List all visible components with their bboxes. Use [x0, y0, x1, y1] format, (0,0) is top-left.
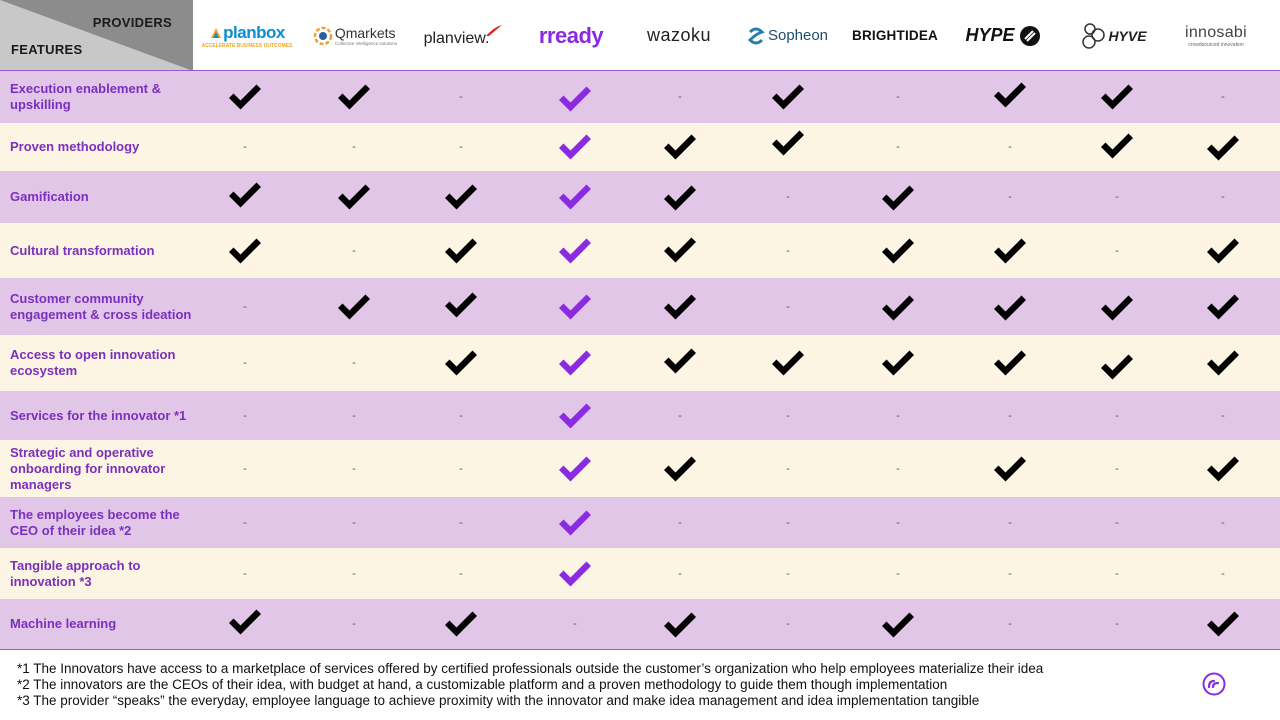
cell-wazoku	[626, 123, 734, 171]
planview-swoosh-icon	[486, 25, 502, 37]
checkmark-icon	[1205, 291, 1241, 323]
cell-hype	[956, 278, 1064, 335]
cell-brightidea	[844, 223, 952, 278]
cell-rready	[521, 548, 629, 599]
checkmark-icon	[227, 606, 263, 638]
checkmark-icon	[336, 181, 372, 213]
dash-mark: -	[786, 618, 790, 630]
dash-mark: -	[1008, 191, 1012, 203]
dash-mark: -	[243, 462, 247, 475]
cell-brightidea	[844, 335, 952, 391]
cell-sopheon	[734, 71, 842, 123]
checkmark-icon	[770, 81, 806, 113]
cell-qmarkets	[300, 391, 408, 440]
logo-innosabi	[1170, 0, 1262, 71]
dash-mark: -	[243, 516, 247, 529]
cell-brightidea	[844, 440, 952, 497]
cell-hyve	[1063, 548, 1171, 599]
cell-hyve	[1063, 391, 1171, 440]
cell-hyve	[1063, 171, 1171, 223]
checkmark-purple-icon	[557, 453, 593, 485]
logo-sopheon	[733, 0, 841, 71]
dash-mark: -	[1115, 244, 1119, 257]
feature-label: Proven methodology	[10, 139, 140, 154]
dash-mark: -	[678, 91, 682, 103]
innosabi-name: innosabi	[1184, 23, 1247, 41]
feature-label: Services for the innovator *1	[10, 407, 187, 423]
cell-qmarkets	[300, 171, 408, 223]
logo-planbox	[193, 0, 301, 71]
checkmark-icon	[662, 131, 698, 163]
cell-rready	[521, 599, 629, 649]
cell-sopheon	[734, 278, 842, 335]
feature-label: Access to open innovation ecosystem	[10, 347, 176, 378]
dash-mark: -	[1115, 516, 1119, 529]
dash-mark: -	[1221, 567, 1225, 580]
checkmark-icon	[662, 609, 698, 641]
cell-planbox	[191, 497, 299, 548]
cell-brightidea	[844, 497, 952, 548]
dash-mark: -	[896, 141, 900, 153]
table-row	[0, 391, 1280, 440]
table-row	[0, 335, 1280, 391]
dash-mark: -	[896, 91, 900, 103]
qmarkets-icon	[313, 26, 333, 46]
cell-innosabi	[1169, 548, 1277, 599]
cell-rready	[521, 223, 629, 278]
dash-mark: -	[573, 618, 577, 630]
checkmark-purple-icon	[557, 291, 593, 323]
checkmark-icon	[992, 347, 1028, 379]
cell-hyve	[1063, 497, 1171, 548]
hyve-name: HYVE	[1108, 27, 1147, 44]
checkmark-purple-icon	[557, 558, 593, 590]
cell-innosabi	[1169, 171, 1277, 223]
cell-brightidea	[844, 599, 952, 649]
cell-hype	[956, 71, 1064, 123]
cell-planview	[407, 278, 515, 335]
logo-brightidea	[841, 0, 949, 71]
checkmark-icon	[227, 235, 263, 267]
logo-planview	[409, 0, 517, 71]
checkmark-icon	[1099, 81, 1135, 113]
cell-brightidea	[844, 171, 952, 223]
cell-hype	[956, 171, 1064, 223]
logo-wazoku	[625, 0, 733, 71]
checkmark-icon	[992, 453, 1028, 485]
table-row	[0, 171, 1280, 223]
rready-name: rready	[538, 22, 604, 48]
cell-hyve	[1063, 71, 1171, 123]
cell-sopheon	[734, 335, 842, 391]
table-row	[0, 223, 1280, 278]
cell-hyve	[1063, 223, 1171, 278]
cell-sopheon	[734, 440, 842, 497]
cell-wazoku	[626, 171, 734, 223]
feature-label: Tangible approach to innovation *3	[10, 557, 141, 589]
innosabi-tagline: crowdsourced innovation	[1188, 41, 1244, 48]
cell-wazoku	[626, 391, 734, 440]
cell-brightidea	[844, 548, 952, 599]
cell-hype	[956, 599, 1064, 649]
table-row	[0, 123, 1280, 171]
qmarkets-tagline: Collective intelligence solutions	[334, 41, 398, 46]
cell-sopheon	[734, 171, 842, 223]
cell-qmarkets	[300, 278, 408, 335]
checkmark-purple-icon	[557, 507, 593, 539]
dash-mark: -	[243, 409, 247, 422]
footnote-1: *1 The Innovators have access to a marketplace of services offered by certified professionals outside the customer’s organization who help employees materialize their idea	[17, 661, 1044, 676]
cell-rready	[521, 123, 629, 171]
cell-innosabi	[1169, 335, 1277, 391]
checkmark-icon	[1205, 132, 1241, 164]
cell-planbox	[191, 599, 299, 649]
dash-mark: -	[352, 244, 356, 257]
cell-innosabi	[1169, 71, 1277, 123]
dash-mark: -	[459, 409, 463, 422]
wazoku-name: wazoku	[646, 25, 712, 45]
cell-rready	[521, 71, 629, 123]
feature-label: Execution enablement & upskilling	[10, 81, 161, 112]
rready-badge-icon	[1202, 672, 1226, 696]
cell-planbox	[191, 71, 299, 123]
table-row	[0, 278, 1280, 335]
hype-name: HYPE	[965, 25, 1015, 45]
dash-mark: -	[243, 357, 247, 369]
corner-diagonal	[0, 0, 193, 71]
cell-planview	[407, 548, 515, 599]
feature-label: Machine learning	[10, 616, 117, 631]
checkmark-icon	[443, 289, 479, 321]
cell-planbox	[191, 440, 299, 497]
checkmark-icon	[992, 292, 1028, 324]
sopheon-name: Sopheon	[767, 27, 829, 44]
cell-wazoku	[626, 223, 734, 278]
logo-qmarkets	[301, 0, 409, 71]
cell-planbox	[191, 335, 299, 391]
feature-label: Customer community engagement & cross ideation	[10, 290, 192, 322]
cell-wazoku	[626, 278, 734, 335]
cell-sopheon	[734, 497, 842, 548]
dash-mark: -	[352, 357, 356, 369]
cell-wazoku	[626, 497, 734, 548]
cell-qmarkets	[300, 440, 408, 497]
cell-rready	[521, 391, 629, 440]
cell-sopheon	[734, 599, 842, 649]
table-row	[0, 599, 1280, 649]
dash-mark: -	[1115, 462, 1119, 475]
cell-planview	[407, 599, 515, 649]
cell-hyve	[1063, 278, 1171, 335]
hype-icon	[1019, 25, 1041, 47]
checkmark-icon	[770, 347, 806, 379]
dash-mark: -	[352, 462, 356, 475]
checkmark-icon	[770, 127, 806, 159]
features-label: FEATURES	[11, 42, 83, 57]
dash-mark: -	[243, 300, 247, 313]
cell-hype	[956, 497, 1064, 548]
cell-rready	[521, 171, 629, 223]
checkmark-icon	[662, 453, 698, 485]
checkmark-icon	[1099, 351, 1135, 383]
planbox-tagline: ACCELERATE BUSINESS OUTCOMES	[201, 42, 293, 49]
checkmark-icon	[1099, 130, 1135, 162]
dash-mark: -	[1008, 409, 1012, 422]
cell-planview	[407, 123, 515, 171]
cell-hyve	[1063, 335, 1171, 391]
table-row	[0, 71, 1280, 123]
providers-label: PROVIDERS	[92, 15, 172, 30]
checkmark-icon	[992, 79, 1028, 111]
cell-innosabi	[1169, 599, 1277, 649]
checkmark-icon	[992, 235, 1028, 267]
cell-sopheon	[734, 123, 842, 171]
cell-innosabi	[1169, 123, 1277, 171]
dash-mark: -	[896, 462, 900, 475]
cell-planbox	[191, 548, 299, 599]
cell-qmarkets	[300, 223, 408, 278]
cell-planview	[407, 391, 515, 440]
dash-mark: -	[896, 516, 900, 529]
cell-planview	[407, 171, 515, 223]
qmarkets-name: Qmarkets	[334, 25, 396, 41]
cell-brightidea	[844, 71, 952, 123]
logo-hype	[949, 0, 1057, 71]
checkmark-icon	[880, 609, 916, 641]
cell-qmarkets	[300, 335, 408, 391]
cell-planbox	[191, 278, 299, 335]
dash-mark: -	[459, 141, 463, 153]
dash-mark: -	[1008, 567, 1012, 580]
table-row	[0, 548, 1280, 599]
footer-divider	[0, 649, 1280, 650]
dash-mark: -	[1221, 409, 1225, 422]
cell-hype	[956, 223, 1064, 278]
dash-mark: -	[459, 462, 463, 475]
cell-rready	[521, 440, 629, 497]
cell-rready	[521, 497, 629, 548]
cell-rready	[521, 278, 629, 335]
cell-brightidea	[844, 391, 952, 440]
cell-hyve	[1063, 599, 1171, 649]
dash-mark: -	[896, 567, 900, 580]
cell-wazoku	[626, 71, 734, 123]
checkmark-icon	[336, 81, 372, 113]
checkmark-icon	[227, 81, 263, 113]
feature-label: Strategic and operative onboarding for innovator managers	[10, 444, 166, 492]
dash-mark: -	[786, 244, 790, 257]
dash-mark: -	[1221, 516, 1225, 529]
cell-qmarkets	[300, 497, 408, 548]
dash-mark: -	[243, 141, 247, 153]
cell-qmarkets	[300, 548, 408, 599]
dash-mark: -	[459, 516, 463, 529]
checkmark-purple-icon	[557, 131, 593, 163]
dash-mark: -	[678, 516, 682, 529]
cell-innosabi	[1169, 391, 1277, 440]
planbox-icon	[209, 26, 223, 40]
dash-mark: -	[352, 567, 356, 580]
cell-hyve	[1063, 123, 1171, 171]
checkmark-icon	[662, 182, 698, 214]
feature-label: The employees become the CEO of their idea *2	[10, 506, 180, 538]
checkmark-purple-icon	[557, 347, 593, 379]
sopheon-icon	[746, 26, 766, 46]
dash-mark: -	[1008, 141, 1012, 153]
dash-mark: -	[352, 516, 356, 529]
cell-planview	[407, 223, 515, 278]
checkmark-icon	[1205, 235, 1241, 267]
dash-mark: -	[1115, 191, 1119, 203]
dash-mark: -	[459, 91, 463, 103]
cell-planview	[407, 335, 515, 391]
dash-mark: -	[352, 409, 356, 422]
checkmark-icon	[880, 235, 916, 267]
dash-mark: -	[678, 567, 682, 580]
table-row	[0, 497, 1280, 548]
cell-wazoku	[626, 548, 734, 599]
dash-mark: -	[896, 409, 900, 422]
checkmark-icon	[227, 179, 263, 211]
cell-planbox	[191, 391, 299, 440]
checkmark-icon	[1205, 608, 1241, 640]
cell-innosabi	[1169, 497, 1277, 548]
checkmark-purple-icon	[557, 235, 593, 267]
checkmark-icon	[443, 235, 479, 267]
checkmark-icon	[1205, 347, 1241, 379]
cell-brightidea	[844, 278, 952, 335]
dash-mark: -	[786, 409, 790, 422]
cell-innosabi	[1169, 278, 1277, 335]
planview-name: planview.	[423, 29, 490, 47]
cell-innosabi	[1169, 440, 1277, 497]
cell-qmarkets	[300, 71, 408, 123]
checkmark-icon	[1205, 453, 1241, 485]
checkmark-purple-icon	[557, 83, 593, 115]
checkmark-icon	[443, 181, 479, 213]
logo-hyve	[1057, 0, 1170, 71]
checkmark-icon	[880, 292, 916, 324]
cell-hype	[956, 440, 1064, 497]
dash-mark: -	[352, 141, 356, 153]
checkmark-icon	[336, 291, 372, 323]
cell-wazoku	[626, 440, 734, 497]
table-row	[0, 440, 1280, 497]
brightidea-name: BRIGHTIDEA	[852, 28, 938, 43]
cell-sopheon	[734, 548, 842, 599]
cell-planview	[407, 440, 515, 497]
cell-brightidea	[844, 123, 952, 171]
cell-planview	[407, 71, 515, 123]
dash-mark: -	[786, 462, 790, 475]
cell-sopheon	[734, 391, 842, 440]
dash-mark: -	[786, 191, 790, 203]
checkmark-icon	[880, 182, 916, 214]
cell-wazoku	[626, 335, 734, 391]
dash-mark: -	[1221, 91, 1225, 103]
cell-hype	[956, 123, 1064, 171]
cell-planbox	[191, 171, 299, 223]
cell-planview	[407, 497, 515, 548]
hyve-icon	[1080, 21, 1108, 51]
checkmark-icon	[662, 234, 698, 266]
checkmark-purple-icon	[557, 181, 593, 213]
checkmark-icon	[443, 347, 479, 379]
cell-hype	[956, 391, 1064, 440]
footnotes	[17, 661, 1043, 709]
cell-planbox	[191, 123, 299, 171]
dash-mark: -	[786, 567, 790, 580]
cell-rready	[521, 335, 629, 391]
checkmark-icon	[443, 608, 479, 640]
cell-hype	[956, 335, 1064, 391]
dash-mark: -	[459, 567, 463, 580]
dash-mark: -	[1115, 567, 1119, 580]
dash-mark: -	[1115, 618, 1119, 630]
cell-hype	[956, 548, 1064, 599]
planbox-name: planbox	[223, 22, 285, 42]
dash-mark: -	[1115, 409, 1119, 422]
checkmark-icon	[1099, 292, 1135, 324]
checkmark-icon	[880, 347, 916, 379]
header-corner	[0, 0, 193, 71]
cell-innosabi	[1169, 223, 1277, 278]
checkmark-icon	[662, 291, 698, 323]
footnote-3: *3 The provider “speaks” the everyday, employee language to achieve proximity with the innovator and make idea management and idea implementation tangible	[17, 693, 980, 708]
cell-planbox	[191, 223, 299, 278]
cell-wazoku	[626, 599, 734, 649]
dash-mark: -	[243, 567, 247, 580]
checkmark-purple-icon	[557, 400, 593, 432]
checkmark-icon	[662, 345, 698, 377]
feature-label: Cultural transformation	[10, 242, 155, 258]
dash-mark: -	[1008, 516, 1012, 529]
dash-mark: -	[678, 409, 682, 422]
cell-qmarkets	[300, 123, 408, 171]
feature-label: Gamification	[10, 189, 89, 204]
dash-mark: -	[352, 618, 356, 630]
dash-mark: -	[1221, 191, 1225, 203]
cell-sopheon	[734, 223, 842, 278]
dash-mark: -	[1008, 618, 1012, 630]
cell-hyve	[1063, 440, 1171, 497]
dash-mark: -	[786, 300, 790, 313]
footnote-2: *2 The innovators are the CEOs of their idea, with budget at hand, a customizable platform and a proven methodology to guide them though implementation	[17, 677, 948, 692]
dash-mark: -	[786, 516, 790, 529]
cell-qmarkets	[300, 599, 408, 649]
logo-rready	[517, 0, 625, 71]
